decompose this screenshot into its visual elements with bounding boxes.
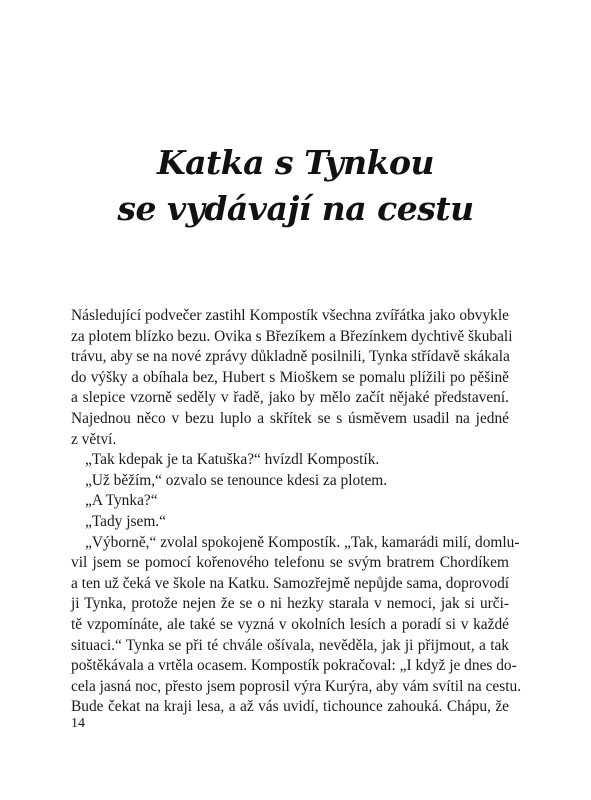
text-line: vil jsem se pomocí kořenového telefonu se svým bratrem Chordíkem xyxy=(71,554,509,572)
text-line: Následující podvečer zastihl Kompostík všechna zvířátka jako obvykle xyxy=(71,307,509,324)
text-line: a ten už čeká ve škole na Katku. Samozřejmě nepůjde sama, doprovodí xyxy=(71,574,510,592)
text-line: Najednou něco v bezu luplo a skřítek se s úsměvem usadil na jedné xyxy=(71,409,509,427)
dialogue-line: „Tady jsem.“ xyxy=(85,512,166,530)
text-line: do výšky a obíhala bez, Hubert s Mioškem se pomalu plížili po pěšině xyxy=(71,368,509,386)
chapter-title-line-2: se vydávají na cestu xyxy=(117,189,474,228)
text-line: poštěkávala a vrtěla ocasem. Kompostík pokračoval: „I když je dnes do- xyxy=(71,657,517,675)
dialogue-line: „Už běžím,“ ozvalo se tenounce kdesi za plotem. xyxy=(85,471,388,489)
dialogue-line: „Tak kdepak je ta Katuška?“ hvízdl Kompostík. xyxy=(85,451,380,469)
page-number: 14 xyxy=(71,716,85,731)
text-line: Bude čekat na kraji lesa, a až vás uvidí, tichounce zahouká. Chápu, že xyxy=(71,698,509,716)
chapter-title xyxy=(0,140,591,232)
text-line: situaci.“ Tynka se při té chvále ošívala, nevěděla, jak ji přijmout, a tak xyxy=(71,636,509,654)
text-line: a slepice vzorně seděly v řadě, jako by mělo začít nějaké představení. xyxy=(71,389,509,407)
text-line: ji Tynka, protože nejen že se o ni hezky starala v nemoci, jak si urči- xyxy=(71,595,509,613)
body-text xyxy=(71,306,522,718)
text-line: „Výborně,“ zvolal spokojeně Kompostík. „Tak, kamarádi milí, domlu- xyxy=(85,533,520,551)
text-line: trávu, aby se na nové zprávy důkladně posilnili, Tynka střídavě skákala xyxy=(71,348,510,366)
text-line: tě vzpomínáte, ale také se vyzná v okolních lesích a poradí si v každé xyxy=(71,615,509,633)
text-line: za plotem blízko bezu. Ovika s Březíkem a Březínkem dychtivě škubali xyxy=(71,327,513,345)
dialogue-line: „A Tynka?“ xyxy=(85,492,158,510)
text-line: cela jasná noc, přesto jsem poprosil výra Kurýra, aby vám svítil na cestu. xyxy=(71,677,522,695)
text-line: z větví. xyxy=(71,430,117,448)
chapter-title-line-1: Katka s Tynkou xyxy=(156,143,435,182)
